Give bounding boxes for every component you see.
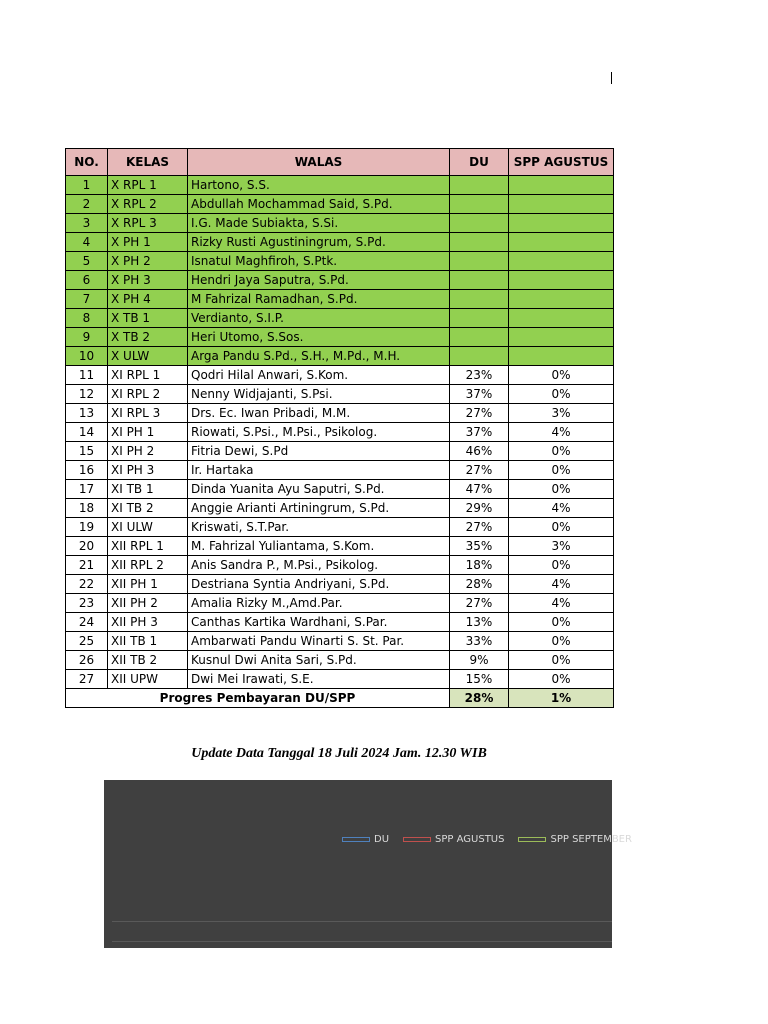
cell-du xyxy=(450,176,509,195)
cell-kelas: X ULW xyxy=(108,347,188,366)
cell-walas: Ambarwati Pandu Winarti S. St. Par. xyxy=(188,632,450,651)
cell-walas: Kusnul Dwi Anita Sari, S.Pd. xyxy=(188,651,450,670)
cell-spp-agustus: 0% xyxy=(509,651,614,670)
cell-spp-agustus: 3% xyxy=(509,537,614,556)
cell-kelas: XI ULW xyxy=(108,518,188,537)
table-row xyxy=(66,176,614,195)
cell-kelas: X RPL 3 xyxy=(108,214,188,233)
cell-no: 8 xyxy=(66,309,108,328)
cell-walas: Dwi Mei Irawati, S.E. xyxy=(188,670,450,689)
cell-no: 23 xyxy=(66,594,108,613)
cell-no: 17 xyxy=(66,480,108,499)
cell-no: 5 xyxy=(66,252,108,271)
cell-no: 2 xyxy=(66,195,108,214)
cell-spp-agustus xyxy=(509,309,614,328)
cell-spp-agustus: 0% xyxy=(509,518,614,537)
cell-du xyxy=(450,347,509,366)
cell-kelas: XII UPW xyxy=(108,670,188,689)
cell-du xyxy=(450,252,509,271)
cell-spp-agustus: 4% xyxy=(509,575,614,594)
cell-spp-agustus xyxy=(509,347,614,366)
cell-walas: M Fahrizal Ramadhan, S.Pd. xyxy=(188,290,450,309)
cell-walas: Isnatul Maghfiroh, S.Ptk. xyxy=(188,252,450,271)
cell-no: 18 xyxy=(66,499,108,518)
cell-spp-agustus xyxy=(509,328,614,347)
cell-kelas: XI RPL 1 xyxy=(108,366,188,385)
legend-item xyxy=(342,834,389,845)
cell-kelas: XI PH 1 xyxy=(108,423,188,442)
cell-spp-agustus: 0% xyxy=(509,366,614,385)
table-row xyxy=(66,575,614,594)
legend-label: SPP AGUSTUS xyxy=(435,834,505,845)
cell-du xyxy=(450,195,509,214)
legend-swatch xyxy=(518,837,546,842)
cell-du: 29% xyxy=(450,499,509,518)
table-row xyxy=(66,252,614,271)
cell-walas: Arga Pandu S.Pd., S.H., M.Pd., M.H. xyxy=(188,347,450,366)
cell-kelas: X PH 2 xyxy=(108,252,188,271)
cell-no: 11 xyxy=(66,366,108,385)
table-row xyxy=(66,670,614,689)
payment-chart xyxy=(104,780,632,948)
legend-item xyxy=(518,834,631,845)
cell-walas: Qodri Hilal Anwari, S.Kom. xyxy=(188,366,450,385)
cell-walas: Abdullah Mochammad Said, S.Pd. xyxy=(188,195,450,214)
cell-du xyxy=(450,271,509,290)
cell-kelas: X RPL 1 xyxy=(108,176,188,195)
cell-kelas: XII PH 3 xyxy=(108,613,188,632)
cell-walas: Heri Utomo, S.Sos. xyxy=(188,328,450,347)
cell-spp-agustus: 0% xyxy=(509,632,614,651)
cell-kelas: XII TB 1 xyxy=(108,632,188,651)
cell-kelas: XII PH 2 xyxy=(108,594,188,613)
table-body xyxy=(66,176,614,689)
table-row xyxy=(66,556,614,575)
cell-du: 15% xyxy=(450,670,509,689)
chart-gridline xyxy=(112,921,612,922)
cell-du xyxy=(450,290,509,309)
total-label: Progres Pembayaran DU/SPP xyxy=(66,689,450,708)
cell-kelas: X RPL 2 xyxy=(108,195,188,214)
cell-spp-agustus: 4% xyxy=(509,423,614,442)
legend-label: DU xyxy=(374,834,390,845)
cell-kelas: XI PH 2 xyxy=(108,442,188,461)
cell-spp-agustus xyxy=(509,271,614,290)
cell-du xyxy=(450,233,509,252)
cell-no: 10 xyxy=(66,347,108,366)
cell-spp-agustus: 0% xyxy=(509,480,614,499)
cell-spp-agustus xyxy=(509,290,614,309)
total-du: 28% xyxy=(450,689,509,708)
cell-kelas: XII PH 1 xyxy=(108,575,188,594)
cell-spp-agustus: 0% xyxy=(509,556,614,575)
table-row xyxy=(66,632,614,651)
cell-du xyxy=(450,328,509,347)
cell-du: 28% xyxy=(450,575,509,594)
legend-swatch xyxy=(403,837,431,842)
cell-du xyxy=(450,309,509,328)
table-header-row xyxy=(66,149,614,176)
table-row xyxy=(66,613,614,632)
cell-du: 35% xyxy=(450,537,509,556)
cell-kelas: XI RPL 3 xyxy=(108,404,188,423)
cell-no: 13 xyxy=(66,404,108,423)
header-no: NO. xyxy=(66,149,108,176)
cell-du: 27% xyxy=(450,461,509,480)
cell-spp-agustus: 0% xyxy=(509,613,614,632)
table-row xyxy=(66,404,614,423)
cell-no: 21 xyxy=(66,556,108,575)
header-spp-agustus: SPP AGUSTUS xyxy=(509,149,614,176)
table-row xyxy=(66,347,614,366)
cell-walas: M. Fahrizal Yuliantama, S.Kom. xyxy=(188,537,450,556)
cell-spp-agustus xyxy=(509,252,614,271)
legend-swatch xyxy=(342,837,370,842)
cell-walas: Amalia Rizky M.,Amd.Par. xyxy=(188,594,450,613)
cell-walas: Ir. Hartaka xyxy=(188,461,450,480)
text-cursor xyxy=(611,72,612,84)
cell-du: 37% xyxy=(450,423,509,442)
cell-spp-agustus: 3% xyxy=(509,404,614,423)
table-row xyxy=(66,385,614,404)
cell-kelas: X PH 1 xyxy=(108,233,188,252)
cell-no: 12 xyxy=(66,385,108,404)
cell-walas: Destriana Syntia Andriyani, S.Pd. xyxy=(188,575,450,594)
cell-no: 9 xyxy=(66,328,108,347)
cell-du: 27% xyxy=(450,594,509,613)
cell-no: 26 xyxy=(66,651,108,670)
total-row xyxy=(66,689,614,708)
cell-du: 18% xyxy=(450,556,509,575)
table-row xyxy=(66,461,614,480)
table-row xyxy=(66,423,614,442)
table-row xyxy=(66,366,614,385)
cell-no: 25 xyxy=(66,632,108,651)
table-row xyxy=(66,594,614,613)
cell-spp-agustus: 0% xyxy=(509,461,614,480)
cell-walas: Kriswati, S.T.Par. xyxy=(188,518,450,537)
cell-walas: Hendri Jaya Saputra, S.Pd. xyxy=(188,271,450,290)
cell-spp-agustus xyxy=(509,176,614,195)
cell-walas: Rizky Rusti Agustiningrum, S.Pd. xyxy=(188,233,450,252)
table-row xyxy=(66,233,614,252)
cell-no: 4 xyxy=(66,233,108,252)
cell-kelas: XI RPL 2 xyxy=(108,385,188,404)
cell-kelas: XI TB 2 xyxy=(108,499,188,518)
chart-gridline xyxy=(112,941,612,942)
table-row xyxy=(66,499,614,518)
cell-no: 20 xyxy=(66,537,108,556)
cell-du: 37% xyxy=(450,385,509,404)
cell-spp-agustus: 0% xyxy=(509,385,614,404)
update-note: Update Data Tanggal 18 Juli 2024 Jam. 12.30 WIB xyxy=(191,746,487,761)
cell-walas: Anggie Arianti Artiningrum, S.Pd. xyxy=(188,499,450,518)
table-row xyxy=(66,290,614,309)
table-row xyxy=(66,442,614,461)
cell-spp-agustus: 4% xyxy=(509,499,614,518)
cell-no: 27 xyxy=(66,670,108,689)
table-row xyxy=(66,195,614,214)
cell-no: 1 xyxy=(66,176,108,195)
chart-legend xyxy=(342,834,646,845)
cell-walas: Dinda Yuanita Ayu Saputri, S.Pd. xyxy=(188,480,450,499)
table-row xyxy=(66,328,614,347)
total-spp: 1% xyxy=(509,689,614,708)
cell-no: 6 xyxy=(66,271,108,290)
cell-walas: Riowati, S.Psi., M.Psi., Psikolog. xyxy=(188,423,450,442)
cell-kelas: XI PH 3 xyxy=(108,461,188,480)
cell-kelas: X PH 4 xyxy=(108,290,188,309)
cell-kelas: XI TB 1 xyxy=(108,480,188,499)
table-row xyxy=(66,214,614,233)
header-walas: WALAS xyxy=(188,149,450,176)
cell-walas: Fitria Dewi, S.Pd xyxy=(188,442,450,461)
cell-du: 33% xyxy=(450,632,509,651)
cell-walas: Anis Sandra P., M.Psi., Psikolog. xyxy=(188,556,450,575)
cell-spp-agustus xyxy=(509,195,614,214)
cell-du: 23% xyxy=(450,366,509,385)
table-row xyxy=(66,271,614,290)
cell-walas: I.G. Made Subiakta, S.Si. xyxy=(188,214,450,233)
cell-spp-agustus xyxy=(509,214,614,233)
cell-du: 27% xyxy=(450,518,509,537)
cell-no: 24 xyxy=(66,613,108,632)
table-row xyxy=(66,651,614,670)
cell-walas: Hartono, S.S. xyxy=(188,176,450,195)
cell-kelas: X TB 2 xyxy=(108,328,188,347)
cell-kelas: XII RPL 1 xyxy=(108,537,188,556)
cell-no: 22 xyxy=(66,575,108,594)
cell-spp-agustus: 4% xyxy=(509,594,614,613)
cell-walas: Verdianto, S.I.P. xyxy=(188,309,450,328)
table-row xyxy=(66,537,614,556)
cell-no: 15 xyxy=(66,442,108,461)
cell-du xyxy=(450,214,509,233)
cell-kelas: X TB 1 xyxy=(108,309,188,328)
cell-spp-agustus: 0% xyxy=(509,670,614,689)
legend-label: SPP SEPTEMBER xyxy=(550,834,632,845)
cell-du: 13% xyxy=(450,613,509,632)
cell-du: 27% xyxy=(450,404,509,423)
table-row xyxy=(66,309,614,328)
cell-no: 16 xyxy=(66,461,108,480)
cell-kelas: XII TB 2 xyxy=(108,651,188,670)
cell-no: 19 xyxy=(66,518,108,537)
cell-du: 47% xyxy=(450,480,509,499)
cell-no: 3 xyxy=(66,214,108,233)
legend-item xyxy=(403,834,504,845)
header-du: DU xyxy=(450,149,509,176)
header-kelas: KELAS xyxy=(108,149,188,176)
table-row xyxy=(66,480,614,499)
cell-walas: Canthas Kartika Wardhani, S.Par. xyxy=(188,613,450,632)
table-row xyxy=(66,518,614,537)
cell-du: 46% xyxy=(450,442,509,461)
cell-spp-agustus: 0% xyxy=(509,442,614,461)
class-payment-table xyxy=(65,148,614,708)
cell-du: 9% xyxy=(450,651,509,670)
cell-no: 7 xyxy=(66,290,108,309)
cell-kelas: X PH 3 xyxy=(108,271,188,290)
cell-walas: Drs. Ec. Iwan Pribadi, M.M. xyxy=(188,404,450,423)
cell-no: 14 xyxy=(66,423,108,442)
cell-kelas: XII RPL 2 xyxy=(108,556,188,575)
cell-walas: Nenny Widjajanti, S.Psi. xyxy=(188,385,450,404)
cell-spp-agustus xyxy=(509,233,614,252)
